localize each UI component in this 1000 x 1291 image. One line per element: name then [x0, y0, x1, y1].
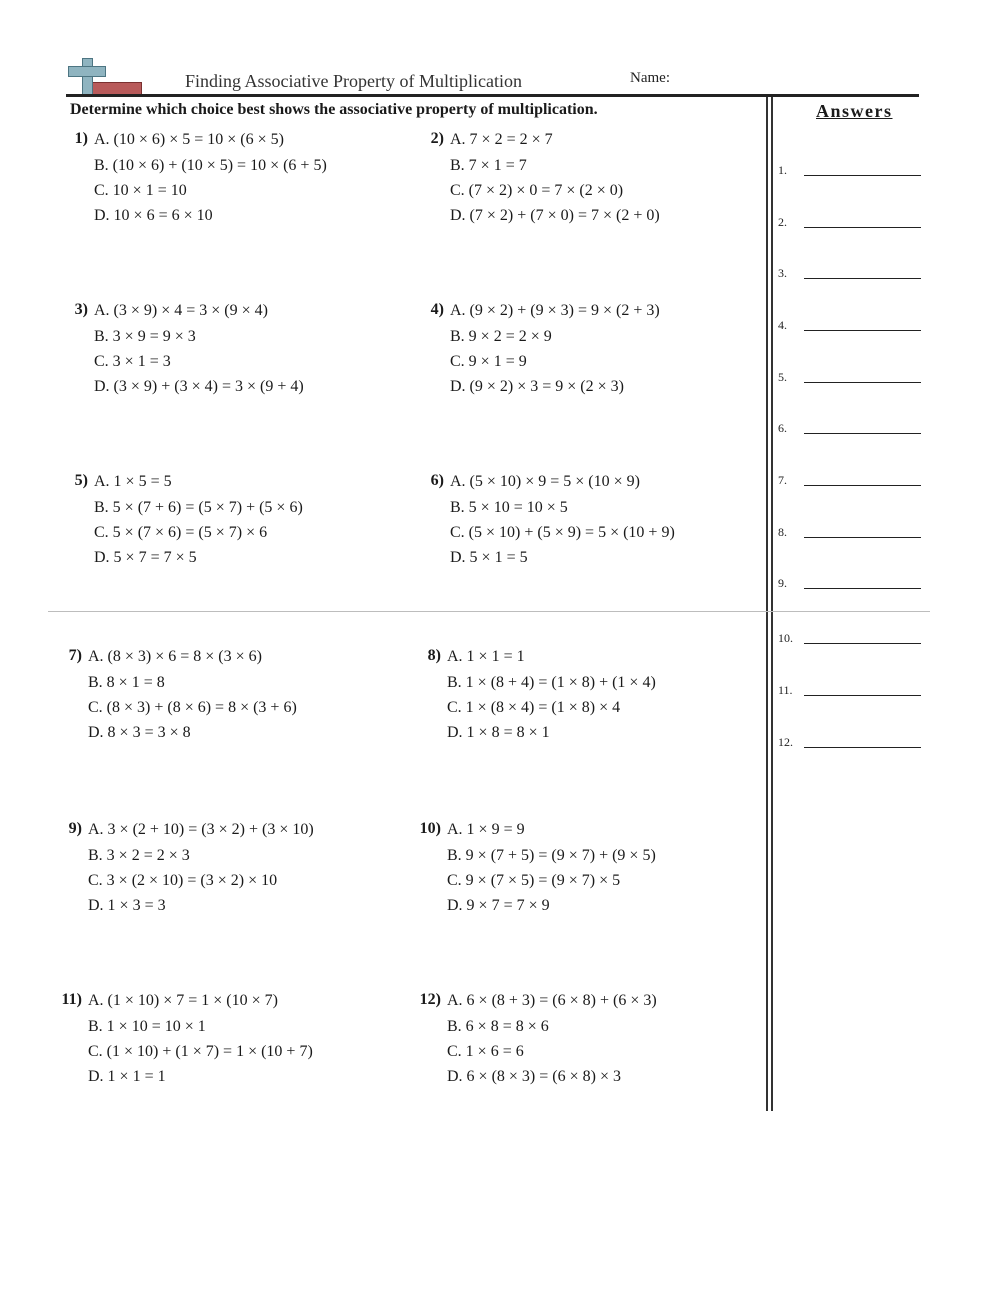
option-d[interactable]: D. 8 × 3 = 3 × 8 [88, 724, 191, 741]
instructions: Determine which choice best shows the associative property of multiplication. [70, 101, 598, 118]
header-divider [66, 94, 919, 97]
answer-blank-10[interactable] [804, 643, 921, 644]
option-d[interactable]: D. 1 × 8 = 8 × 1 [447, 724, 550, 741]
answer-row-10 [778, 628, 923, 648]
option-a[interactable]: A. 3 × (2 + 10) = (3 × 2) + (3 × 10) [88, 821, 314, 838]
answer-row-11 [778, 680, 923, 700]
answer-row-12 [778, 732, 923, 752]
option-a[interactable]: A. 7 × 2 = 2 × 7 [450, 131, 553, 148]
option-a[interactable]: A. (10 × 6) × 5 = 10 × (6 × 5) [94, 131, 284, 148]
option-b[interactable]: B. 5 × 10 = 10 × 5 [450, 499, 568, 516]
option-d[interactable]: D. 9 × 7 = 7 × 9 [447, 897, 550, 914]
answer-row-6 [778, 418, 923, 438]
option-a[interactable]: A. (9 × 2) + (9 × 3) = 9 × (2 + 3) [450, 302, 660, 319]
answer-blank-5[interactable] [804, 382, 921, 383]
option-c[interactable]: C. (5 × 10) + (5 × 9) = 5 × (10 + 9) [450, 524, 675, 541]
option-b[interactable]: B. 1 × 10 = 10 × 1 [88, 1018, 206, 1035]
answer-blank-12[interactable] [804, 747, 921, 748]
question-number: 6) [430, 472, 444, 489]
answer-row-4 [778, 315, 923, 335]
answer-blank-4[interactable] [804, 330, 921, 331]
option-c[interactable]: C. (8 × 3) + (8 × 6) = 8 × (3 + 6) [88, 699, 297, 716]
answer-label: 9. [778, 576, 787, 590]
option-a[interactable]: A. 1 × 1 = 1 [447, 648, 525, 665]
question-number: 3) [74, 301, 88, 318]
answer-label: 8. [778, 525, 787, 539]
question-number: 11) [61, 991, 82, 1008]
answer-blank-7[interactable] [804, 485, 921, 486]
answer-row-9 [778, 573, 923, 593]
option-b[interactable]: B. 8 × 1 = 8 [88, 674, 165, 691]
answer-blank-2[interactable] [804, 227, 921, 228]
option-c[interactable]: C. 3 × 1 = 3 [94, 353, 171, 370]
answer-label: 10. [778, 631, 793, 645]
option-d[interactable]: D. 1 × 1 = 1 [88, 1068, 166, 1085]
option-b[interactable]: B. 6 × 8 = 8 × 6 [447, 1018, 549, 1035]
option-b[interactable]: B. 9 × (7 + 5) = (9 × 7) + (9 × 5) [447, 847, 656, 864]
answer-row-2 [778, 212, 923, 232]
option-a[interactable]: A. (5 × 10) × 9 = 5 × (10 × 9) [450, 473, 640, 490]
question-number: 12) [419, 991, 441, 1008]
option-d[interactable]: D. (9 × 2) × 3 = 9 × (2 × 3) [450, 378, 624, 395]
question-number: 8) [427, 647, 441, 664]
question-number: 7) [68, 647, 82, 664]
option-d[interactable]: D. 6 × (8 × 3) = (6 × 8) × 3 [447, 1068, 621, 1085]
answer-column-divider [766, 97, 768, 1111]
option-a[interactable]: A. (1 × 10) × 7 = 1 × (10 × 7) [88, 992, 278, 1009]
answer-blank-11[interactable] [804, 695, 921, 696]
option-b[interactable]: B. 9 × 2 = 2 × 9 [450, 328, 552, 345]
answer-label: 1. [778, 163, 787, 177]
answer-label: 4. [778, 318, 787, 332]
answer-blank-1[interactable] [804, 175, 921, 176]
option-a[interactable]: A. 1 × 5 = 5 [94, 473, 172, 490]
answer-label: 6. [778, 421, 787, 435]
option-d[interactable]: D. (7 × 2) + (7 × 0) = 7 × (2 + 0) [450, 207, 660, 224]
answer-label: 7. [778, 473, 787, 487]
question-number: 5) [74, 472, 88, 489]
option-c[interactable]: C. 5 × (7 × 6) = (5 × 7) × 6 [94, 524, 268, 541]
answer-label: 2. [778, 215, 787, 229]
logo-cross-horizontal [68, 66, 106, 77]
answer-column-divider [771, 97, 773, 1111]
name-label: Name: [630, 70, 670, 86]
option-a[interactable]: A. (3 × 9) × 4 = 3 × (9 × 4) [94, 302, 268, 319]
question-number: 10) [419, 820, 441, 837]
option-b[interactable]: B. 7 × 1 = 7 [450, 157, 527, 174]
question-number: 9) [68, 820, 82, 837]
option-d[interactable]: D. 1 × 3 = 3 [88, 897, 166, 914]
option-a[interactable]: A. (8 × 3) × 6 = 8 × (3 × 6) [88, 648, 262, 665]
answer-row-1 [778, 160, 923, 180]
option-b[interactable]: B. 5 × (7 + 6) = (5 × 7) + (5 × 6) [94, 499, 303, 516]
answer-blank-9[interactable] [804, 588, 921, 589]
option-d[interactable]: D. (3 × 9) + (3 × 4) = 3 × (9 + 4) [94, 378, 304, 395]
option-b[interactable]: B. 1 × (8 + 4) = (1 × 8) + (1 × 4) [447, 674, 656, 691]
worksheet-logo [66, 58, 142, 96]
answer-label: 11. [778, 683, 793, 697]
option-c[interactable]: C. (1 × 10) + (1 × 7) = 1 × (10 + 7) [88, 1043, 313, 1060]
option-d[interactable]: D. 10 × 6 = 6 × 10 [94, 207, 213, 224]
option-c[interactable]: C. 10 × 1 = 10 [94, 182, 187, 199]
question-number: 4) [430, 301, 444, 318]
option-b[interactable]: B. 3 × 9 = 9 × 3 [94, 328, 196, 345]
option-c[interactable]: C. 9 × (7 × 5) = (9 × 7) × 5 [447, 872, 621, 889]
option-c[interactable]: C. 9 × 1 = 9 [450, 353, 527, 370]
worksheet-title: Finding Associative Property of Multiplication [185, 71, 522, 91]
answer-row-3 [778, 263, 923, 283]
option-b[interactable]: B. 3 × 2 = 2 × 3 [88, 847, 190, 864]
answer-label: 5. [778, 370, 787, 384]
option-d[interactable]: D. 5 × 1 = 5 [450, 549, 528, 566]
answer-blank-6[interactable] [804, 433, 921, 434]
answer-label: 12. [778, 735, 793, 749]
question-number: 2) [430, 130, 444, 147]
option-a[interactable]: A. 1 × 9 = 9 [447, 821, 525, 838]
option-c[interactable]: C. 1 × (8 × 4) = (1 × 8) × 4 [447, 699, 621, 716]
option-c[interactable]: C. (7 × 2) × 0 = 7 × (2 × 0) [450, 182, 624, 199]
option-c[interactable]: C. 3 × (2 × 10) = (3 × 2) × 10 [88, 872, 278, 889]
answer-blank-3[interactable] [804, 278, 921, 279]
option-c[interactable]: C. 1 × 6 = 6 [447, 1043, 524, 1060]
answer-blank-8[interactable] [804, 537, 921, 538]
answers-heading: Answers [816, 101, 893, 121]
option-d[interactable]: D. 5 × 7 = 7 × 5 [94, 549, 197, 566]
question-number: 1) [74, 130, 88, 147]
option-b[interactable]: B. (10 × 6) + (10 × 5) = 10 × (6 + 5) [94, 157, 327, 174]
answer-label: 3. [778, 266, 787, 280]
answer-row-5 [778, 367, 923, 387]
answer-row-8 [778, 522, 923, 542]
option-a[interactable]: A. 6 × (8 + 3) = (6 × 8) + (6 × 3) [447, 992, 657, 1009]
answer-row-7 [778, 470, 923, 490]
section-divider [48, 611, 930, 612]
logo-cross-vertical [82, 58, 93, 96]
